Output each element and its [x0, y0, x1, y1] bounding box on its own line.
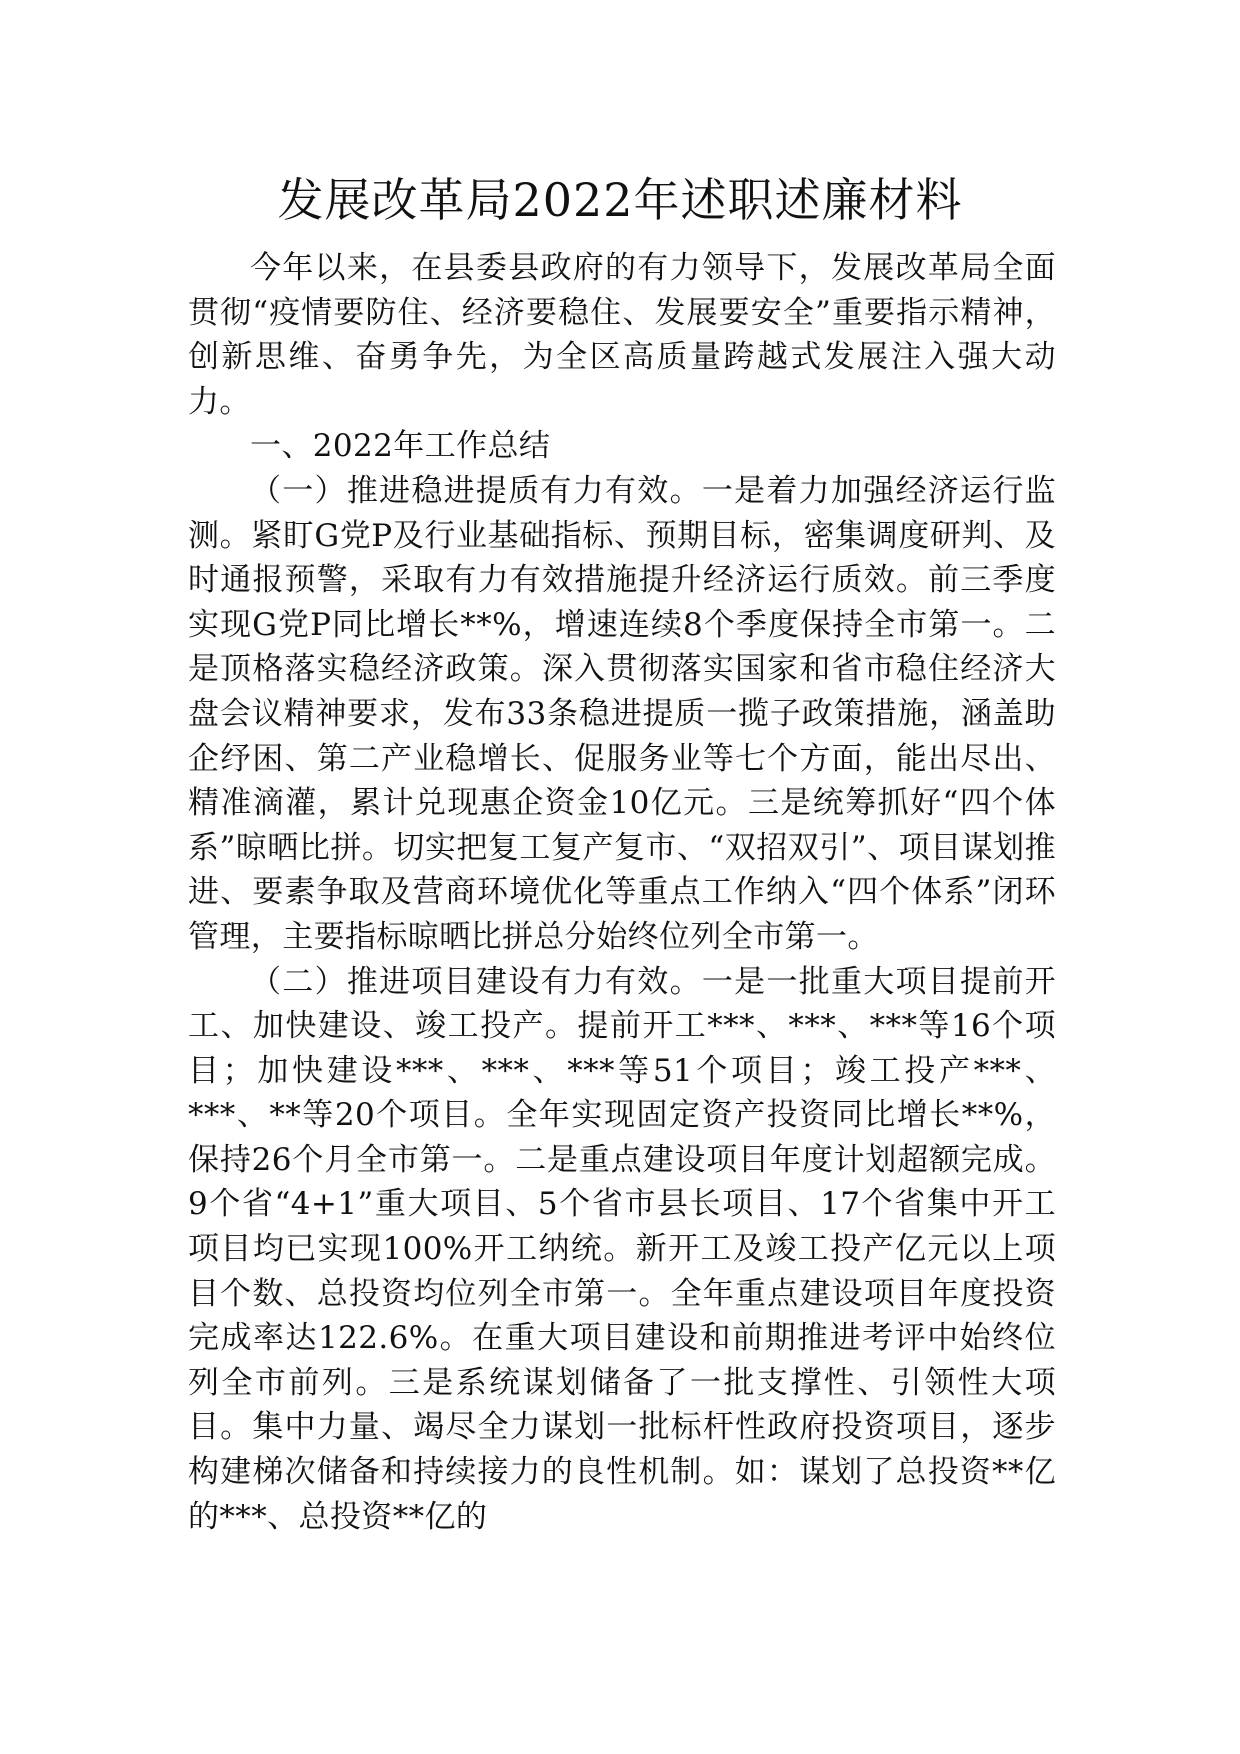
- paragraph-intro: 今年以来，在县委县政府的有力领导下，发展改革局全面贯彻“疫情要防住、经济要稳住、发展要安全”重要指示精神，创新思维、奋勇争先，为全区高质量跨越式发展注入强大动力。: [188, 250, 1056, 420]
- document-title: 发展改革局2022年述职述廉材料: [277, 173, 963, 227]
- paragraph-stability: （一）推进稳进提质有力有效。一是着力加强经济运行监测。紧盯G党P及行业基础指标、预期目标，密集调度研判、及时通报预警，采取有力有效措施提升经济运行质效。前三季度实现G党P同比增长**%，增速连续8个季度保持全市第一。二是顶格落实稳经济政策。深入贯彻落实国家和省市稳住经济大盘会议精神要求，发布33条稳进提质一揽子政策措施，涵盖助企纾困、第二产业稳增长、促服务业等七个方面，能出尽出、精准滴灌，累计兑现惠企资金10亿元。三是统筹抓好“四个体系”晾晒比拼。切实把复工复产复市、“双招双引”、项目谋划推进、要素争取及营商环境优化等重点工作纳入“四个体系”闭环管理，主要指标晾晒比拼总分始终位列全市第一。: [188, 472, 1056, 955]
- section-heading-summary: 一、2022年工作总结: [250, 428, 551, 465]
- document-body: [188, 246, 1056, 1539]
- paragraph-projects: （二）推进项目建设有力有效。一是一批重大项目提前开工、加快建设、竣工投产。提前开工***、***、***等16个项目；加快建设***、***、***等51个项目；竣工投产***、***、**等20个项目。全年实现固定资产投资同比增长**%，保持26个月全市第一。二是重点建设项目年度计划超额完成。9个省“4+1”重大项目、5个省市县长项目、17个省集中开工项目均已实现100%开工纳统。新开工及竣工投产亿元以上项目个数、总投资均位列全市第一。全年重点建设项目年度投资完成率达122.6%。在重大项目建设和前期推进考评中始终位列全市前列。三是系统谋划储备了一批支撑性、引领性大项目。集中力量、竭尽全力谋划一批标杆性政府投资项目，逐步构建梯次储备和持续接力的良性机制。如：谋划了总投资**亿的***、总投资**亿的: [188, 963, 1056, 1535]
